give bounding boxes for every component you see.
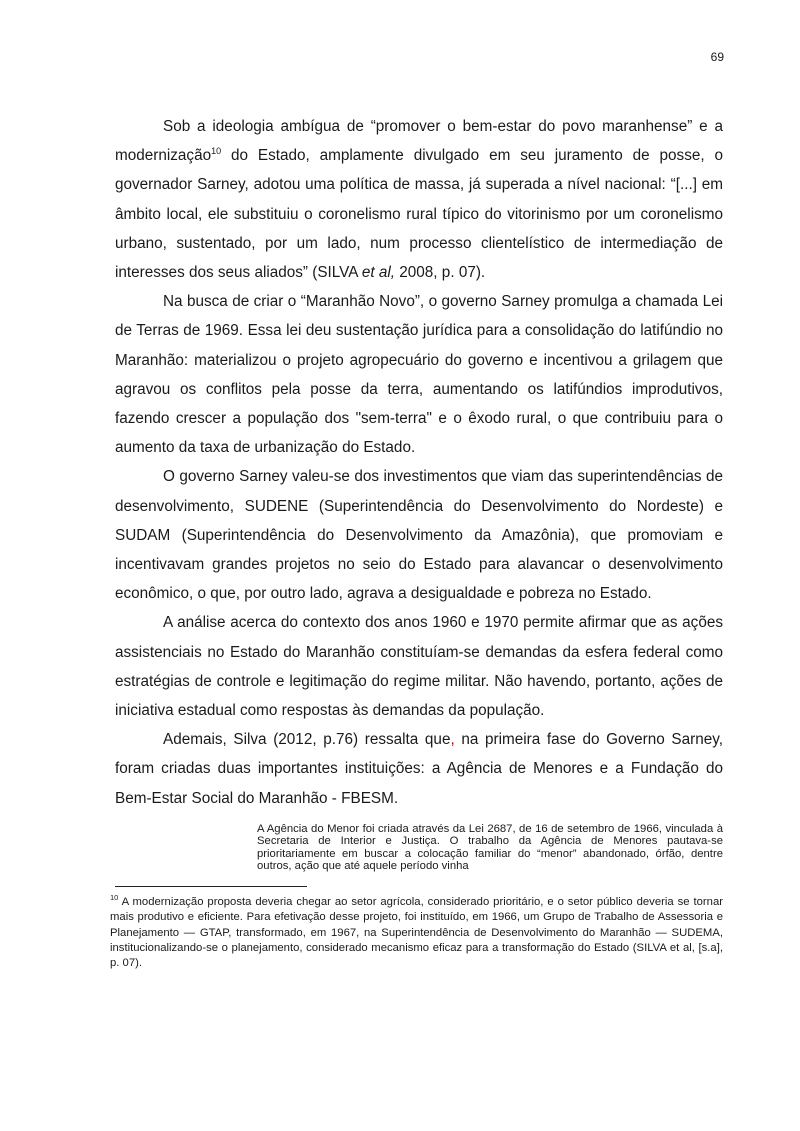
- footnote: [110, 895, 723, 971]
- paragraph-1-italic: et al,: [361, 264, 396, 282]
- paragraph-1-text-b: do Estado, amplamente divulgado em seu juramento de posse, o governador Sarney, adotou uma política de massa, já superada a nível nacional: “[...] em âmbito local, ele substituiu o coronelismo rural típico do vitorinismo por um coronelismo urbano, sustentado, por um lado, num processo clientelístico de intermediação de interesses dos seus aliados” (SILVA: [115, 147, 723, 282]
- paragraph-1: [115, 112, 723, 287]
- paragraph-5-text-b: na primeira fase do Governo Sarney, foram criadas duas importantes instituições: a Agência de Menores e a Fundação do Bem-Estar Social do Maranhão - FBESM.: [115, 731, 723, 807]
- paragraph-2: Na busca de criar o “Maranhão Novo”, o governo Sarney promulga a chamada Lei de Terras de 1969. Essa lei deu sustentação jurídica para a consolidação do latifúndio no Maranhão: materializou o projeto agropecuário do governo e incentivou a grilagem que agravou os conflitos pela posse da terra, aumentando os latifúndios improdutivos, fazendo crescer a população dos "sem-terra" e o êxodo rural, o que contribuiu para o aumento da taxa de urbanização do Estado.: [115, 293, 723, 457]
- paragraph-5: [115, 725, 723, 813]
- body-text: [115, 112, 723, 813]
- paragraph-1-text-a: Sob a ideologia ambígua de “promover o bem-estar do povo maranhense” e a modernização: [115, 118, 723, 165]
- paragraph-4: A análise acerca do contexto dos anos 1960 e 1970 permite afirmar que as ações assistenciais no Estado do Maranhão constituíam-se demandas da esfera federal como estratégias de controle e legitimação do regime militar. Não havendo, portanto, ações de iniciativa estadual como respostas às demandas da população.: [115, 614, 723, 720]
- footnote-text: A modernização proposta deveria chegar ao setor agrícola, considerado prioritário, e o setor público deveria se tornar mais produtivo e eficiente. Para efetivação desse projeto, foi instituído, em 1966, um Grupo de Trabalho de Assessoria e Planejamento — GTAP, transformado, em 1967, na Superintendência de Desenvolvimento do Maranhão — SUDEMA, institucionalizando-se o planejamento, considerado mecanismo eficaz para a transformação do Estado (SILVA et al, [s.a], p. 07).: [110, 896, 723, 970]
- paragraph-1-text-c: 2008, p. 07).: [395, 264, 486, 282]
- footnote-mark: 10: [110, 893, 119, 903]
- highlighted-comma: ,: [450, 731, 455, 749]
- paragraph-3: O governo Sarney valeu-se dos investimentos que viam das superintendências de desenvolvimento, SUDENE (Superintendência do Desenvolvimento do Nordeste) e SUDAM (Superintendência do Desenvolvimento da Amazônia), que promoviam e incentivavam grandes projetos no seio do Estado para alavancar o desenvolvimento econômico, o que, por outro lado, agrava a desigualdade e pobreza no Estado.: [115, 468, 723, 603]
- footnote-divider: [115, 886, 307, 887]
- footnote-ref[interactable]: 10: [211, 146, 222, 157]
- page-number: 69: [710, 50, 724, 64]
- paragraph-5-text-a: Ademais, Silva (2012, p.76) ressalta que: [163, 731, 451, 749]
- block-quote: A Agência do Menor foi criada através da Lei 2687, de 16 de setembro de 1966, vinculada à Secretaria de Interior e Justiça. O trabalho da Agência de Menores pautava-se prioritariamente em buscar a colocação familiar do “menor” abandonado, órfão, dentre outros, ação que até aquele período vinha: [257, 823, 723, 872]
